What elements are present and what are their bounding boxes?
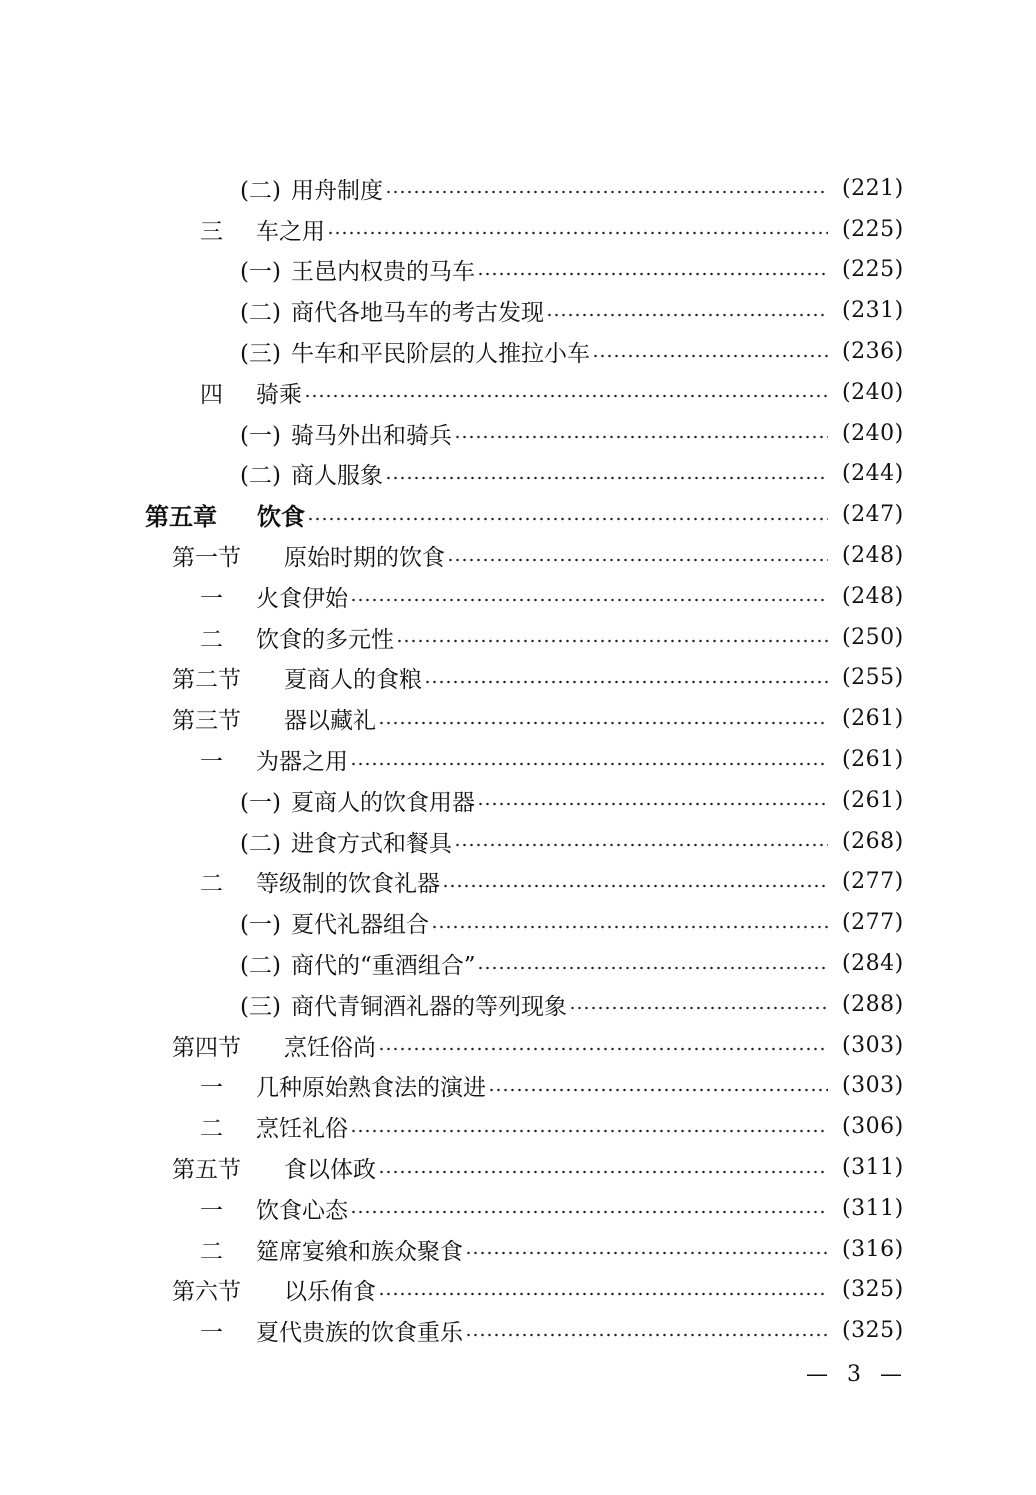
toc-entry-number: 第四节 (172, 1034, 241, 1061)
toc-entry-number: (二) (240, 463, 281, 490)
toc-entry-heading (240, 290, 544, 331)
toc-entry-heading (172, 535, 445, 576)
toc-entry-page: (255) (842, 665, 904, 691)
dot-leader (327, 231, 828, 235)
toc-entry-page: (247) (842, 502, 904, 528)
toc-entry-page: (277) (842, 910, 904, 936)
toc-entry-title: 烹饪俗尚 (284, 1034, 376, 1061)
toc-entry-heading (240, 984, 567, 1025)
toc-entry-heading (240, 780, 475, 821)
toc-entry-heading (200, 1310, 463, 1351)
toc-entry-title: 车之用 (256, 218, 325, 245)
toc-entry-title: 王邑内权贵的马车 (290, 259, 475, 286)
dot-leader (424, 680, 828, 684)
dot-leader (378, 1170, 828, 1174)
toc-entry-heading (200, 576, 348, 617)
toc-entry (0, 576, 1036, 617)
toc-entry-heading (240, 821, 452, 862)
toc-entry (0, 1188, 1036, 1229)
toc-entry-number: (一) (240, 259, 281, 286)
toc-entry-heading (240, 943, 475, 984)
dot-leader (385, 476, 828, 480)
toc-entry-heading (240, 902, 429, 943)
toc-entry (0, 168, 1036, 209)
dot-leader (307, 517, 828, 521)
toc-entry-number: 一 (200, 1197, 223, 1224)
toc-entry-page: (288) (842, 991, 904, 1017)
toc-entry-heading (200, 209, 325, 250)
toc-entry-number: 第六节 (172, 1279, 241, 1306)
toc-entry-page: (268) (842, 828, 904, 854)
dot-leader (454, 843, 828, 847)
toc-entry-heading (200, 1066, 486, 1107)
toc-entry-number: 二 (200, 626, 223, 653)
toc-entry (0, 780, 1036, 821)
toc-entry (0, 1229, 1036, 1270)
toc-entry-number: 一 (200, 585, 223, 612)
toc-entry-page: (311) (842, 1195, 904, 1221)
toc-entry-heading (240, 250, 475, 291)
dot-leader (304, 394, 828, 398)
toc-entry-title: 器以藏礼 (284, 708, 376, 735)
toc-entry-number: 一 (200, 1320, 223, 1347)
toc-entry-page: (284) (842, 951, 904, 977)
toc-entry-title: 商代青铜酒礼器的等列现象 (290, 993, 567, 1020)
toc-entry (0, 943, 1036, 984)
toc-entry-number: (一) (240, 912, 281, 939)
toc-entry-heading (200, 372, 302, 413)
toc-entry-page: (261) (842, 706, 904, 732)
dot-leader (378, 1047, 828, 1051)
dot-leader (477, 802, 828, 806)
dot-leader (378, 721, 828, 725)
toc-entry-title: 商代的“重酒组合” (290, 953, 476, 980)
toc-entry-heading (240, 331, 590, 372)
toc-entry-number: 一 (200, 1075, 223, 1102)
toc-entry (0, 984, 1036, 1025)
toc-entry-title: 几种原始熟食法的演进 (256, 1075, 486, 1102)
toc-entry-number: (一) (240, 422, 281, 449)
toc-entry-page: (225) (842, 216, 904, 242)
toc-entry-number: (二) (240, 300, 281, 327)
toc-entry-page: (231) (842, 298, 904, 324)
toc-entry (0, 739, 1036, 780)
toc-entry-page: (248) (842, 543, 904, 569)
dot-leader (350, 1210, 828, 1214)
toc-entry-page: (244) (842, 461, 904, 487)
page-number: — 3 — (806, 1362, 908, 1387)
toc-entry-number: (二) (240, 953, 281, 980)
toc-entry (0, 902, 1036, 943)
toc-entry-page: (236) (842, 339, 904, 365)
toc-entry-title: 骑乘 (256, 381, 302, 408)
toc-entry-number: 第五章 (145, 503, 217, 532)
toc-entry-heading (172, 698, 376, 739)
toc-entry-title: 夏商人的饮食用器 (290, 789, 475, 816)
dot-leader (477, 272, 828, 276)
toc-entry-title: 夏代礼器组合 (290, 912, 429, 939)
toc-entry-number: (一) (240, 789, 281, 816)
dot-leader (447, 558, 828, 562)
toc-entry (0, 1066, 1036, 1107)
dot-leader (477, 966, 828, 970)
toc-entry-heading (200, 617, 394, 658)
dot-leader (454, 435, 828, 439)
toc-entry-title: 夏代贵族的饮食重乐 (256, 1320, 463, 1347)
toc-entry-page: (240) (842, 379, 904, 405)
toc-entry-page: (306) (842, 1114, 904, 1140)
toc-entry-number: 四 (200, 381, 223, 408)
toc-entry-number: 二 (200, 1116, 223, 1143)
dot-leader (396, 639, 828, 643)
toc-entry-page: (240) (842, 420, 904, 446)
toc-entry-title: 牛车和平民阶层的人推拉小车 (290, 341, 590, 368)
toc-entry (0, 1147, 1036, 1188)
dot-leader (465, 1333, 828, 1337)
toc-entry-title: 用舟制度 (290, 177, 383, 204)
toc-entry-title: 等级制的饮食礼器 (256, 871, 440, 898)
dot-leader (431, 925, 828, 929)
toc-entry (0, 658, 1036, 699)
toc-entry-page: (248) (842, 583, 904, 609)
toc-entry (0, 331, 1036, 372)
toc-entry-title: 烹饪礼俗 (256, 1116, 348, 1143)
toc-entry-title: 商人服象 (290, 463, 383, 490)
toc-entry-page: (316) (842, 1236, 904, 1262)
toc-entry (0, 1106, 1036, 1147)
toc-entry (0, 413, 1036, 454)
toc-entry-heading (200, 1188, 348, 1229)
toc-entry (0, 1270, 1036, 1311)
toc-entry-number: 三 (200, 218, 223, 245)
toc-entry-number: 第二节 (172, 667, 241, 694)
dot-leader (350, 762, 828, 766)
toc-entry-title: 火食伊始 (256, 585, 348, 612)
dot-leader (350, 598, 828, 602)
toc-entry-number: (三) (240, 993, 281, 1020)
toc-entry-title: 饮食 (257, 503, 305, 532)
toc-entry (0, 290, 1036, 331)
dot-leader (442, 884, 828, 888)
dot-leader (569, 1006, 828, 1010)
dot-leader (465, 1251, 828, 1255)
toc-entry-title: 进食方式和餐具 (290, 830, 452, 857)
toc-entry-page: (221) (842, 175, 904, 201)
dot-leader (385, 190, 828, 194)
toc-entry-heading (200, 1229, 463, 1270)
toc-entry-heading (240, 454, 383, 495)
toc-entry-number: 第三节 (172, 708, 241, 735)
toc-entry-page: (325) (842, 1277, 904, 1303)
toc-entry (0, 372, 1036, 413)
toc-entry-number: 一 (200, 749, 223, 776)
toc-entry-title: 饮食的多元性 (256, 626, 394, 653)
toc-entry-title: 为器之用 (256, 749, 348, 776)
toc-entry-heading (172, 1025, 376, 1066)
toc-entry-number: 二 (200, 1238, 223, 1265)
toc-entry-title: 以乐侑食 (284, 1279, 376, 1306)
toc-entry-page: (303) (842, 1073, 904, 1099)
toc-entry-page: (225) (842, 257, 904, 283)
toc-entry (0, 535, 1036, 576)
toc-entry-page: (261) (842, 747, 904, 773)
toc-entry-heading (200, 862, 440, 903)
toc-entry-title: 夏商人的食粮 (284, 667, 422, 694)
toc-entry-heading (172, 1147, 376, 1188)
toc-entry (0, 454, 1036, 495)
toc-entry-page: (261) (842, 787, 904, 813)
toc-entry-number: 二 (200, 871, 223, 898)
dot-leader (350, 1129, 828, 1133)
dot-leader (546, 313, 828, 317)
toc-entry-heading (172, 658, 422, 699)
dot-leader (592, 354, 828, 358)
toc-entry-number: 第五节 (172, 1157, 241, 1184)
toc-entry (0, 1310, 1036, 1351)
toc-entry (0, 1025, 1036, 1066)
toc-entry (0, 821, 1036, 862)
table-of-contents (0, 168, 1036, 1351)
toc-entry-heading (200, 1106, 348, 1147)
toc-entry-number: 第一节 (172, 545, 241, 572)
toc-entry-heading (240, 168, 383, 209)
toc-entry (0, 250, 1036, 291)
toc-entry-page: (311) (842, 1155, 904, 1181)
toc-entry-heading (240, 413, 452, 454)
toc-entry (0, 862, 1036, 903)
toc-entry (0, 494, 1036, 535)
toc-entry-number: (三) (240, 341, 281, 368)
toc-entry-heading (200, 739, 348, 780)
toc-entry-title: 筵席宴飨和族众聚食 (256, 1238, 463, 1265)
toc-entry-title: 原始时期的饮食 (284, 545, 445, 572)
toc-entry-page: (303) (842, 1032, 904, 1058)
toc-entry (0, 698, 1036, 739)
toc-entry-page: (277) (842, 869, 904, 895)
toc-entry-number: (二) (240, 830, 281, 857)
toc-entry-title: 骑马外出和骑兵 (290, 422, 452, 449)
toc-entry (0, 209, 1036, 250)
toc-entry-page: (250) (842, 624, 904, 650)
toc-entry (0, 617, 1036, 658)
toc-entry-page: (325) (842, 1318, 904, 1344)
toc-entry-heading (172, 1270, 376, 1311)
toc-entry-heading (145, 494, 305, 535)
dot-leader (378, 1292, 828, 1296)
toc-entry-title: 食以体政 (284, 1157, 376, 1184)
toc-entry-number: (二) (240, 177, 281, 204)
toc-entry-title: 商代各地马车的考古发现 (290, 300, 544, 327)
toc-entry-title: 饮食心态 (256, 1197, 348, 1224)
dot-leader (488, 1088, 828, 1092)
